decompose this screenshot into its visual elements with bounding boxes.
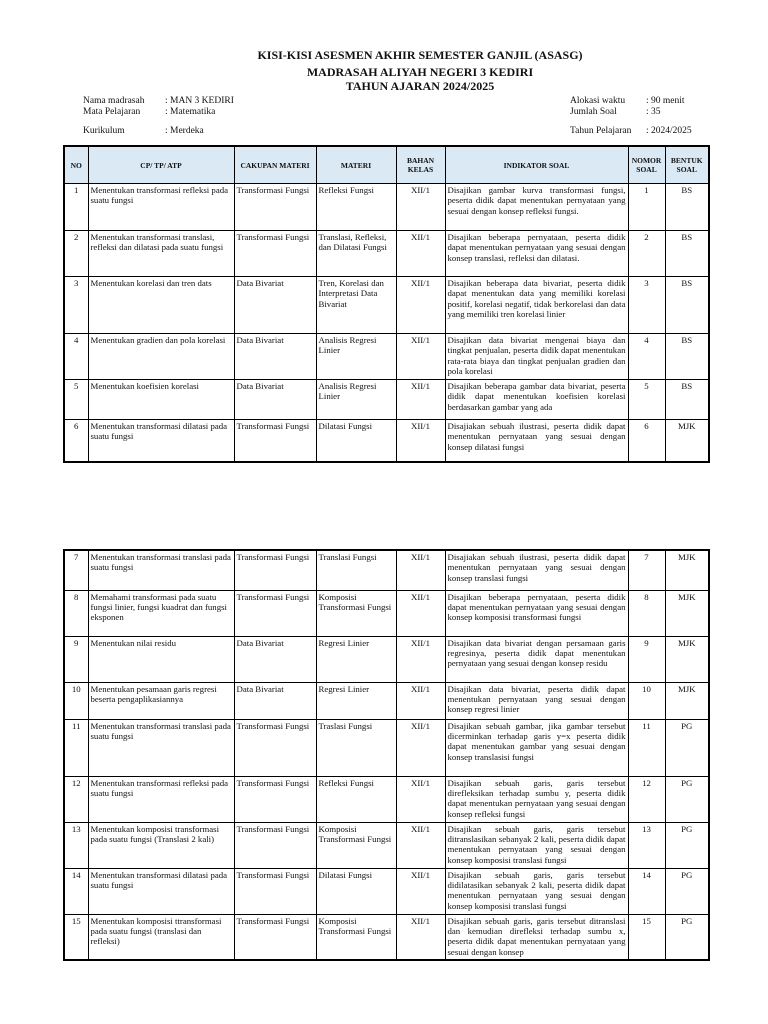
indikator-cell: Disajikan data bivariat dengan persamaan garis regresinya, peserta didik dapat menentukan pernyataan yang sesuai dengan konsep residu xyxy=(445,636,628,682)
table-row xyxy=(64,682,709,719)
nomor-cell: 10 xyxy=(628,682,665,719)
row-number: 1 xyxy=(64,184,88,231)
kelas-cell: XII/1 xyxy=(396,590,445,636)
cp-cell: Menentukan gradien dan pola korelasi xyxy=(88,334,234,380)
cp-cell: Menentukan koefisien korelasi xyxy=(88,380,234,420)
indikator-cell: Disajikan beberapa data bivariat, peserta didik dapat menentukan data yang memiliki korelasi positif, korelasi negatif, tidak berkorelasi dan data yang memiliki tren korelasi linier xyxy=(445,277,628,334)
materi-cell: Analisis Regresi Linier xyxy=(316,334,396,380)
table-row xyxy=(64,590,709,636)
materi-cell: Dilatasi Fungsi xyxy=(316,420,396,462)
table-row xyxy=(64,277,709,334)
bentuk-cell: PG xyxy=(665,776,709,822)
cp-cell: Menentukan pesamaan garis regresi beserta pengaplikasiannya xyxy=(88,682,234,719)
bentuk-cell: BS xyxy=(665,380,709,420)
table-row xyxy=(64,822,709,868)
cp-cell: Menentukan transformasi refleksi pada suatu fungsi xyxy=(88,184,234,231)
materi-cell: Refleksi Fungsi xyxy=(316,184,396,231)
nomor-cell: 9 xyxy=(628,636,665,682)
cakupan-cell: Transformasi Fungsi xyxy=(234,868,316,914)
kelas-cell: XII/1 xyxy=(396,420,445,462)
nomor-cell: 13 xyxy=(628,822,665,868)
indikator-cell: Disajikan data bivariat, peserta didik dapat menentukan pernyataan yang sesuai dengan konsep regresi linier xyxy=(445,682,628,719)
kelas-cell: XII/1 xyxy=(396,719,445,776)
bentuk-cell: PG xyxy=(665,868,709,914)
cp-cell: Memahami transformasi pada suatu fungsi linier, fungsi kuadrat dan fungsi eksponen xyxy=(88,590,234,636)
cp-cell: Menentukan transformasi translasi pada suatu fungsi xyxy=(88,550,234,590)
cakupan-cell: Transformasi Fungsi xyxy=(234,420,316,462)
kelas-cell: XII/1 xyxy=(396,776,445,822)
cp-cell: Menentukan transformasi dilatasi pada suatu fungsi xyxy=(88,868,234,914)
cp-cell: Menentukan komposisi transformasi pada suatu fungsi (Translasi 2 kali) xyxy=(88,822,234,868)
table-row xyxy=(64,420,709,462)
nomor-cell: 8 xyxy=(628,590,665,636)
table-row xyxy=(64,776,709,822)
kelas-cell: XII/1 xyxy=(396,184,445,231)
meta-madrasah-value: : MAN 3 KEDIRI xyxy=(165,96,234,106)
kelas-cell: XII/1 xyxy=(396,550,445,590)
kelas-cell: XII/1 xyxy=(396,231,445,277)
document-title: KISI-KISI ASESMEN AKHIR SEMESTER GANJIL (ASASG) xyxy=(257,48,583,62)
row-number: 15 xyxy=(64,914,88,960)
kelas-cell: XII/1 xyxy=(396,380,445,420)
indikator-cell: Disajiakan sebuah ilustrasi, peserta didik dapat menentukan pernyataan yang sesuai dengan konsep dilatasi fungsi xyxy=(445,420,628,462)
col-header-cp: CP/ TP/ ATP xyxy=(88,146,234,184)
meta-curriculum-value: : Merdeka xyxy=(165,126,204,136)
cakupan-cell: Transformasi Fungsi xyxy=(234,231,316,277)
col-header-bentuk: BENTUK SOAL xyxy=(665,146,709,184)
cp-cell: Menentukan nilai residu xyxy=(88,636,234,682)
table-row xyxy=(64,334,709,380)
nomor-cell: 6 xyxy=(628,420,665,462)
meta-year-label: Tahun Pelajaran xyxy=(570,126,632,136)
materi-cell: Refleksi Fungsi xyxy=(316,776,396,822)
cp-cell: Menentukan transformasi translasi pada suatu fungsi xyxy=(88,719,234,776)
meta-curriculum-label: Kurikulum xyxy=(83,126,125,136)
kelas-cell: XII/1 xyxy=(396,822,445,868)
indikator-cell: Disajikan sebuah garis, garis tersebut ditranslasi dan kemudian direfleksi terhadap sumbu x, peserta didik dapat menentukan pernyataan yang sesuai dengan konsep xyxy=(445,914,628,960)
academic-year-title: TAHUN AJARAN 2024/2025 xyxy=(345,79,495,93)
cp-cell: Menentukan transformasi translasi, refleksi dan dilatasi pada suatu fungsi xyxy=(88,231,234,277)
row-number: 11 xyxy=(64,719,88,776)
materi-cell: Dilatasi Fungsi xyxy=(316,868,396,914)
cakupan-cell: Data Bivariat xyxy=(234,682,316,719)
row-number: 10 xyxy=(64,682,88,719)
row-number: 9 xyxy=(64,636,88,682)
materi-cell: Translasi Fungsi xyxy=(316,550,396,590)
indikator-cell: Disajiakan sebuah ilustrasi, peserta didik dapat menentukan pernyataan yang sesuai dengan konsep translasi fungsi xyxy=(445,550,628,590)
meta-time-value: : 90 menit xyxy=(646,96,685,106)
meta-count-value: : 35 xyxy=(646,107,661,117)
row-number: 13 xyxy=(64,822,88,868)
row-number: 4 xyxy=(64,334,88,380)
nomor-cell: 5 xyxy=(628,380,665,420)
nomor-cell: 11 xyxy=(628,719,665,776)
table-row xyxy=(64,636,709,682)
bentuk-cell: BS xyxy=(665,277,709,334)
materi-cell: Komposisi Transformasi Fungsi xyxy=(316,914,396,960)
materi-cell: Tren, Korelasi dan Interpretasi Data Bivariat xyxy=(316,277,396,334)
row-number: 8 xyxy=(64,590,88,636)
table-row xyxy=(64,550,709,590)
school-name: MADRASAH ALIYAH NEGERI 3 KEDIRI xyxy=(306,65,534,79)
nomor-cell: 1 xyxy=(628,184,665,231)
bentuk-cell: BS xyxy=(665,184,709,231)
indikator-cell: Disajikan beberapa pernyataan, peserta didik dapat menentukan pernyataan yang sesuai dengan konsep komposisi transformasi fungsi xyxy=(445,590,628,636)
materi-cell: Regresi Linier xyxy=(316,682,396,719)
table-row xyxy=(64,719,709,776)
cp-cell: Menentukan transformasi refleksi pada suatu fungsi xyxy=(88,776,234,822)
cp-cell: Menentukan korelasi dan tren dats xyxy=(88,277,234,334)
materi-cell: Analisis Regresi Linier xyxy=(316,380,396,420)
meta-count-label: Jumlah Soal xyxy=(570,107,617,117)
row-number: 6 xyxy=(64,420,88,462)
indikator-cell: Disajikan beberapa gambar data bivariat, peserta didik dapat menentukan koefisien korelasi berdasarkan gambar yang ada xyxy=(445,380,628,420)
materi-cell: Komposisi Transformasi Fungsi xyxy=(316,590,396,636)
meta-time-label: Alokasi waktu xyxy=(570,96,626,106)
row-number: 3 xyxy=(64,277,88,334)
kisi-kisi-table-page2 xyxy=(63,549,710,961)
kisi-kisi-table-page1 xyxy=(63,145,710,463)
row-number: 7 xyxy=(64,550,88,590)
cakupan-cell: Transformasi Fungsi xyxy=(234,822,316,868)
col-header-nomor: NOMOR SOAL xyxy=(628,146,665,184)
cp-cell: Menentukan transformasi dilatasi pada suatu fungsi xyxy=(88,420,234,462)
row-number: 12 xyxy=(64,776,88,822)
cakupan-cell: Transformasi Fungsi xyxy=(234,776,316,822)
bentuk-cell: PG xyxy=(665,914,709,960)
table-row xyxy=(64,914,709,960)
table-row xyxy=(64,184,709,231)
meta-madrasah-label: Nama madrasah xyxy=(83,96,145,106)
cakupan-cell: Transformasi Fungsi xyxy=(234,914,316,960)
cakupan-cell: Transformasi Fungsi xyxy=(234,184,316,231)
bentuk-cell: MJK xyxy=(665,590,709,636)
materi-cell: Komposisi Transformasi Fungsi xyxy=(316,822,396,868)
indikator-cell: Disajikan sebuah gambar, jika gambar tersebut dicerminkan terhadap garis y=x peserta didik dapat menentukan gambar yang sesuai dengan konsep translasisi fungsi xyxy=(445,719,628,776)
kelas-cell: XII/1 xyxy=(396,334,445,380)
cakupan-cell: Transformasi Fungsi xyxy=(234,719,316,776)
bentuk-cell: MJK xyxy=(665,420,709,462)
col-header-no: NO xyxy=(64,146,88,184)
meta-subject-value: : Matematika xyxy=(165,107,216,117)
bentuk-cell: BS xyxy=(665,334,709,380)
indikator-cell: Disajikan data bivariat mengenai biaya dan tingkat penjualan, peserta didik dapat menentukan rata-rata biaya dan tingkat penjualan gradien dan pola korelasi xyxy=(445,334,628,380)
bentuk-cell: BS xyxy=(665,231,709,277)
cakupan-cell: Data Bivariat xyxy=(234,277,316,334)
nomor-cell: 2 xyxy=(628,231,665,277)
row-number: 5 xyxy=(64,380,88,420)
indikator-cell: Disajikan sebuah garis, garis tersebut ditranslasikan sebanyak 2 kali, peserta didik dapat menentukan pernyataan yang sesuai dengan konsep komposisi translasi fungsi xyxy=(445,822,628,868)
nomor-cell: 12 xyxy=(628,776,665,822)
meta-subject-label: Mata Pelajaran xyxy=(83,107,141,117)
materi-cell: Traslasi Fungsi xyxy=(316,719,396,776)
bentuk-cell: MJK xyxy=(665,636,709,682)
col-header-kelas: BAHAN KELAS xyxy=(396,146,445,184)
materi-cell: Regresi Linier xyxy=(316,636,396,682)
meta-year-value: : 2024/2025 xyxy=(646,126,692,136)
cakupan-cell: Data Bivariat xyxy=(234,380,316,420)
kelas-cell: XII/1 xyxy=(396,277,445,334)
col-header-cakupan: CAKUPAN MATERI xyxy=(234,146,316,184)
indikator-cell: Disajikan sebuah garis, garis tersebut direfleksikan terhadap sumbu y, peserta didik dapat menentukan pernyataan yang sesuai dengan konsep refleksi fungsi xyxy=(445,776,628,822)
kelas-cell: XII/1 xyxy=(396,868,445,914)
table-row xyxy=(64,231,709,277)
cakupan-cell: Data Bivariat xyxy=(234,334,316,380)
bentuk-cell: PG xyxy=(665,822,709,868)
table-row xyxy=(64,868,709,914)
bentuk-cell: MJK xyxy=(665,550,709,590)
cakupan-cell: Transformasi Fungsi xyxy=(234,550,316,590)
col-header-materi: MATERI xyxy=(316,146,396,184)
indikator-cell: Disajikan sebuah garis, garis tersebut didilatasikan sebanyak 2 kali, peserta didik dapat menentukan pernyataan yang sesuai dengan konsep komposisi translasi fungsi xyxy=(445,868,628,914)
kelas-cell: XII/1 xyxy=(396,636,445,682)
nomor-cell: 4 xyxy=(628,334,665,380)
nomor-cell: 14 xyxy=(628,868,665,914)
materi-cell: Translasi, Refleksi, dan Dilatasi Fungsi xyxy=(316,231,396,277)
nomor-cell: 7 xyxy=(628,550,665,590)
nomor-cell: 3 xyxy=(628,277,665,334)
cp-cell: Menentukan komposisi ttransformasi pada suatu fungsi (translasi dan refleksi) xyxy=(88,914,234,960)
bentuk-cell: MJK xyxy=(665,682,709,719)
nomor-cell: 15 xyxy=(628,914,665,960)
kelas-cell: XII/1 xyxy=(396,914,445,960)
kelas-cell: XII/1 xyxy=(396,682,445,719)
row-number: 14 xyxy=(64,868,88,914)
cakupan-cell: Data Bivariat xyxy=(234,636,316,682)
col-header-indikator: INDIKATOR SOAL xyxy=(445,146,628,184)
table-row xyxy=(64,380,709,420)
indikator-cell: Disajikan gambar kurva transformasi fungsi, peserta didik dapat menentukan pernyataan yang sesuai dengan konsep refleksi fungsi. xyxy=(445,184,628,231)
indikator-cell: Disajikan beberapa pernyataan, peserta didik dapat menentukan pernyataan yang sesuai dengan konsep translasi, refleksi dan dilatasi. xyxy=(445,231,628,277)
bentuk-cell: PG xyxy=(665,719,709,776)
cakupan-cell: Transformasi Fungsi xyxy=(234,590,316,636)
row-number: 2 xyxy=(64,231,88,277)
